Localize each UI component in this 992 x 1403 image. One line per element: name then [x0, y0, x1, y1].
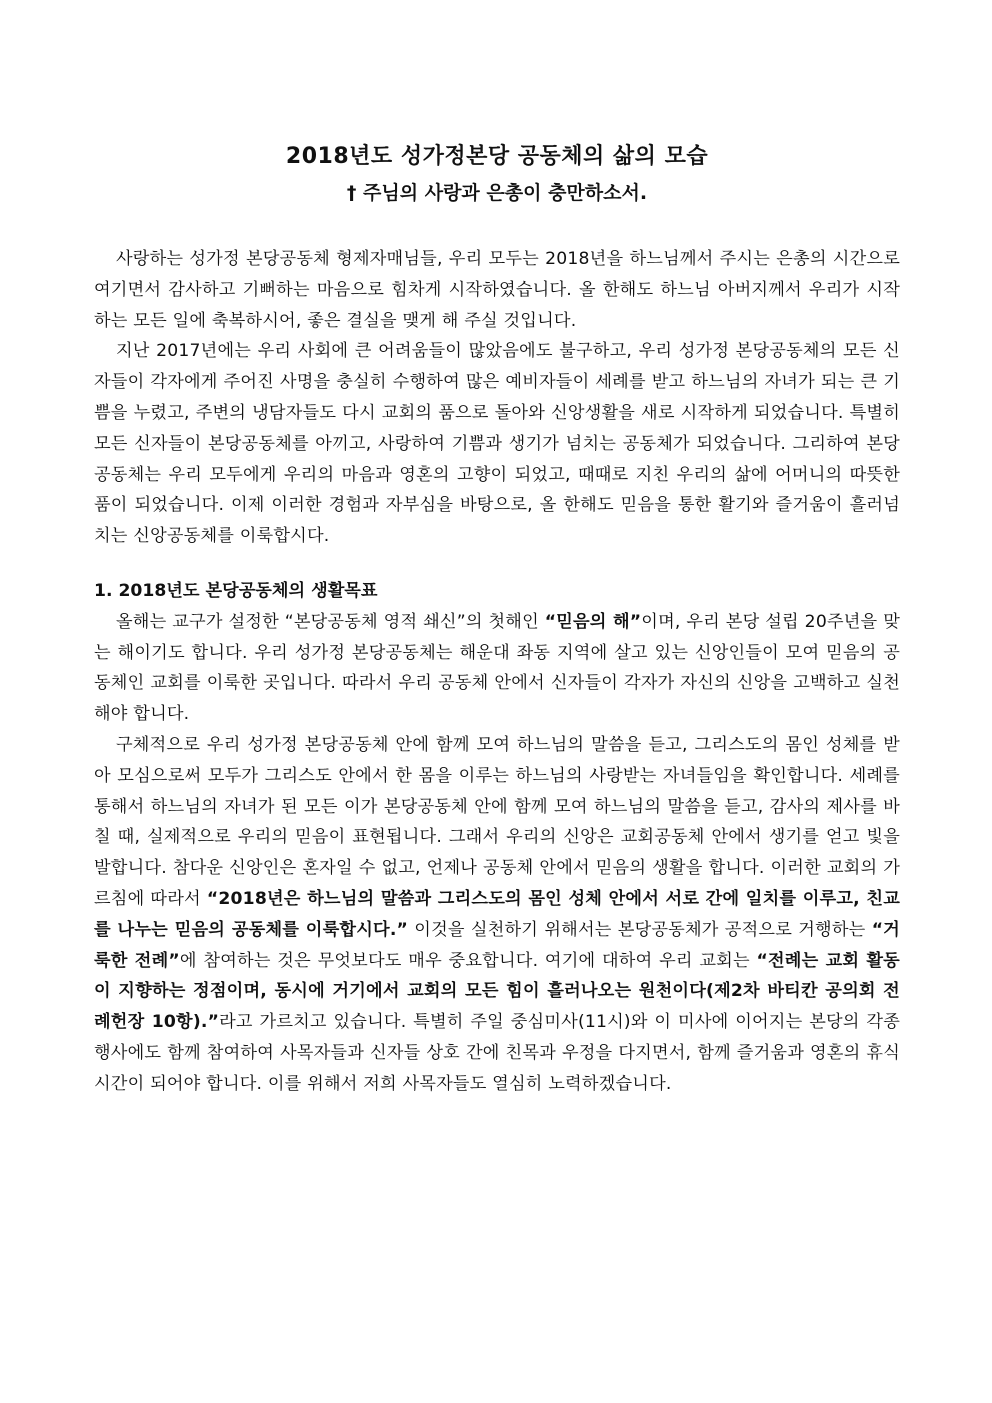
paragraph-text: 이며, 우리 본당 설립 20주년을 맞는 해이기도 합니다. 우리 성가정 본당공동체는 해운대 좌동 지역에 살고 있는 신앙인들이 모여 믿음의 공동체인 교회를 이룩한 곳입니다. 따라서 우리 공동체 안에서 신자들이 각자가 자신의 신앙을 고백하고 실천해야 합니다. [94, 611, 900, 725]
section-1-heading: 1. 2018년도 본당공동체의 생활목표 [94, 580, 378, 601]
paragraph-text: 이것을 실천하기 위해서는 본당공동체가 공적으로 거행하는 [408, 919, 872, 940]
emphasis-year-of-faith: “믿음의 해” [544, 611, 642, 632]
intro-paragraph-2: 지난 2017년에는 우리 사회에 큰 어려움들이 많았음에도 불구하고, 우리 성가정 본당공동체의 모든 신자들이 각자에게 주어진 사명을 충실히 수행하여 많은 예비자들이 세례를 받고 하느님의 자녀가 되는 큰 기쁨을 누렸고, 주변의 냉담자들도 다시 교회의 품으로 돌아와 신앙생활을 새로 시작하게 되었습니다. 특별히 모든 신자들이 본당공동체를 아끼고, 사랑하여 기쁨과 생기가 넘치는 공동체가 되었습니다. 그리하여 본당공동체는 우리 모두에게 우리의 마음과 영혼의 고향이 되었고, 때때로 지친 우리의 삶에 어머니의 따뜻한 품이 되었습니다. 이제 이러한 경험과 자부심을 바탕으로, 올 한해도 믿음을 통한 활기와 즐거움이 흘러넘치는 신앙공동체를 이룩합시다. [94, 341, 900, 547]
paragraph-text: 라고 가르치고 있습니다. 특별히 주일 중심미사(11시)와 이 미사에 이어지는 본당의 각종 행사에도 함께 참여하여 사목자들과 신자들 상호 간에 친목과 우정을 다지면서, 함께 즐거움과 영혼의 휴식시간이 되어야 합니다. 이를 위해서 저희 사목자들도 열심히 노력하겠습니다. [94, 1012, 900, 1094]
section-1-paragraph-2 [94, 730, 900, 1100]
paragraph-text: 에 참여하는 것은 무엇보다도 매우 중요합니다. 여기에 대하여 우리 교회는 [179, 950, 757, 971]
paragraph-text: 구체적으로 우리 성가정 본당공동체 안에 함께 모여 하느님의 말씀을 듣고, 그리스도의 몸인 성체를 받아 모심으로써 모두가 그리스도 안에서 한 몸을 이루는 하느님의 사랑받는 자녀들임을 확인합니다. 세례를 통해서 하느님의 자녀가 된 모든 이가 본당공동체 안에 함께 모여 하느님의 말씀을 듣고, 감사의 제사를 바칠 때, 실제적으로 우리의 믿음이 표현됩니다. 그래서 우리의 신앙은 교회공동체 안에서 생기를 얻고 빛을 발합니다. 참다운 신앙인은 혼자일 수 없고, 언제나 공동체 안에서 믿음의 생활을 합니다. 이러한 교회의 가르침에 따라서 [94, 734, 900, 909]
intro-paragraph-1: 사랑하는 성가정 본당공동체 형제자매님들, 우리 모두는 2018년을 하느님께서 주시는 은총의 시간으로 여기면서 감사하고 기뻐하는 마음으로 힘차게 시작하였습니다. 올 한해도 하느님 아버지께서 우리가 시작하는 모든 일에 축복하시어, 좋은 결실을 맺게 해 주실 것입니다. [94, 249, 900, 331]
emphasis-holy-liturgy: “거룩한 전례” [94, 919, 900, 971]
emphasis-2018-goal: “2018년은 하느님의 말씀과 그리스도의 몸인 성체 안에서 서로 간에 일치를 이루고, 친교를 나누는 믿음의 공동체를 이룩합시다.” [94, 888, 901, 940]
section-1-paragraph-1 [94, 607, 900, 730]
emphasis-liturgy-quote: “전례는 교회 활동이 지향하는 정점이며, 동시에 거기에서 교회의 모든 힘이 흘러나오는 원천이다(제2차 바티칸 공의회 전례헌장 10항).” [94, 950, 900, 1033]
paragraph-text: 올해는 교구가 설정한 “본당공동체 영적 쇄신”의 첫해인 [116, 611, 545, 632]
document-title: 2018년도 성가정본당 공동체의 삶의 모습 [285, 144, 709, 169]
document-subtitle: † 주님의 사랑과 은총이 충만하소서. [346, 182, 648, 204]
document-page [94, 140, 900, 1100]
